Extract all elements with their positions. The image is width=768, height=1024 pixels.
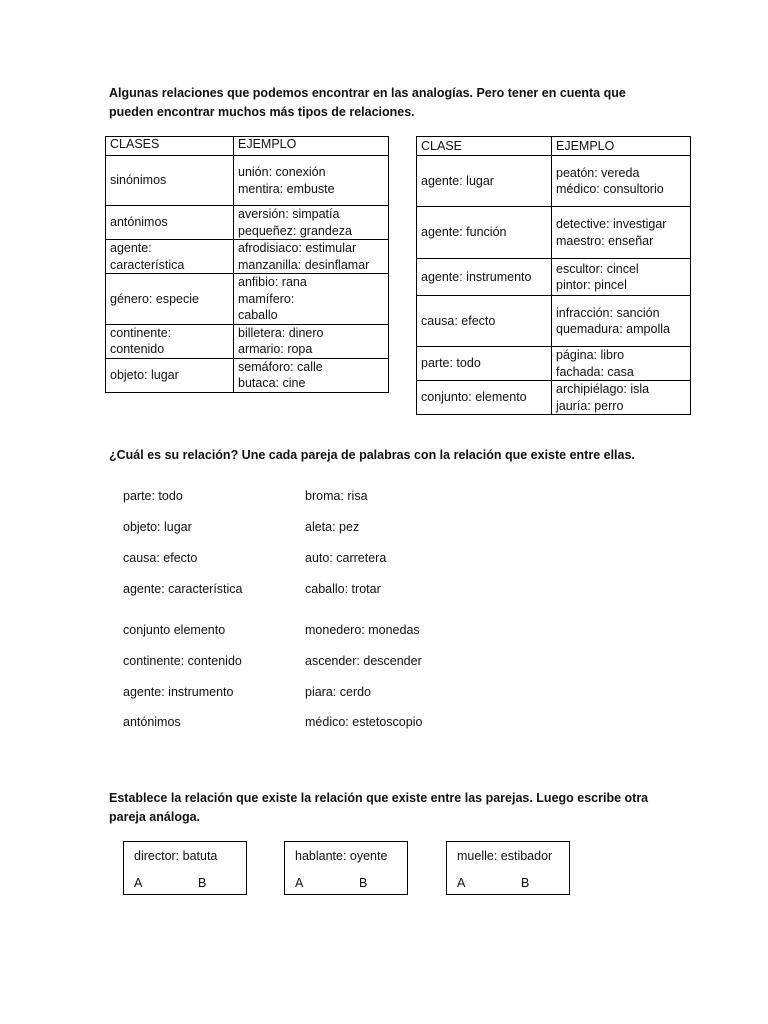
answer-label-b: B [521,876,530,890]
table1-ejemplo: afrodisiaco: estimular manzanilla: desinflamar [234,240,389,274]
relations-table-2 [416,136,691,415]
table1-ejemplo: semáforo: calle butaca: cine [234,358,389,392]
table2-clase: agente: función [417,207,552,259]
match-right-item: piara: cerdo [305,685,372,699]
analogy-box [284,841,408,895]
analogy-instruction [109,789,669,827]
answer-label-b: B [198,876,207,890]
table2-ejemplo: escultor: cincel pintor: pincel [552,259,691,296]
table2-ejemplo: página: libro fachada: casa [552,347,691,381]
matching-question: ¿Cuál es su relación? Une cada pareja de palabras con la relación que existe entre ellas. [109,448,635,462]
analogy-box [123,841,247,895]
intro-text [109,84,669,122]
match-left-item: agente: característica [123,582,243,596]
table2-clase: parte: todo [417,347,552,381]
analogy-pair: muelle: estibador [457,849,553,863]
match-left-item: conjunto elemento [123,623,226,637]
match-right-item: monedero: monedas [305,623,420,637]
table-row [106,324,389,358]
table1-ejemplo: aversión: simpatía pequeñez: grandeza [234,206,389,240]
table2-ejemplo: infracción: sanción quemadura: ampolla [552,296,691,347]
analogy-pair: hablante: oyente [295,849,388,863]
answer-label-a: A [134,876,143,890]
table1-clase: agente: característica [106,240,234,274]
table1-clase: antónimos [106,206,234,240]
match-right-item: médico: estetoscopio [305,715,423,729]
match-right-item: aleta: pez [305,520,360,534]
table2-clase: agente: instrumento [417,259,552,296]
answer-label-a: A [295,876,304,890]
relations-table-1 [105,136,389,393]
answer-label-a: A [457,876,466,890]
table-row [106,358,389,392]
match-right-item: ascender: descender [305,654,422,668]
analogy-box [446,841,570,895]
match-left-item: causa: efecto [123,551,198,565]
match-right-item: caballo: trotar [305,582,381,596]
table-row [106,274,389,325]
table1-ejemplo: unión: conexión mentira: embuste [234,156,389,206]
table-row [417,296,691,347]
intro-line-2: pueden encontrar muchos más tipos de relaciones. [109,105,415,119]
table1-clase: género: especie [106,274,234,325]
table-row [417,259,691,296]
table2-header-ejemplo: EJEMPLO [552,137,691,156]
table-row [417,347,691,381]
table-row [106,156,389,206]
table2-ejemplo: peatón: vereda médico: consultorio [552,156,691,207]
table2-header-clase: CLASE [417,137,552,156]
table1-ejemplo: anfibio: rana mamífero: caballo [234,274,389,325]
match-left-item: parte: todo [123,489,183,503]
table2-ejemplo: archipiélago: isla jauría: perro [552,381,691,415]
table1-header-clases: CLASES [106,137,234,156]
table-row [417,381,691,415]
table2-ejemplo: detective: investigar maestro: enseñar [552,207,691,259]
table1-clase: continente: contenido [106,324,234,358]
match-right-item: broma: risa [305,489,368,503]
match-left-item: continente: contenido [123,654,242,668]
analogy-pair: director: batuta [134,849,218,863]
match-left-item: agente: instrumento [123,685,234,699]
table-row [417,156,691,207]
match-left-item: antónimos [123,715,181,729]
table2-clase: conjunto: elemento [417,381,552,415]
table-row [106,206,389,240]
table1-header-ejemplo: EJEMPLO [234,137,389,156]
table-row [106,240,389,274]
table1-clase: objeto: lugar [106,358,234,392]
table2-clase: agente: lugar [417,156,552,207]
instruction-line-1: Establece la relación que existe la relación que existe entre las parejas. Luego escribe otra [109,791,649,805]
match-right-item: auto: carretera [305,551,387,565]
instruction-line-2: pareja análoga. [109,810,201,824]
match-left-item: objeto: lugar [123,520,192,534]
intro-line-1: Algunas relaciones que podemos encontrar en las analogías. Pero tener en cuenta que [109,86,626,100]
table2-clase: causa: efecto [417,296,552,347]
table-row [417,207,691,259]
table1-ejemplo: billetera: dinero armario: ropa [234,324,389,358]
table1-clase: sinónimos [106,156,234,206]
answer-label-b: B [359,876,368,890]
